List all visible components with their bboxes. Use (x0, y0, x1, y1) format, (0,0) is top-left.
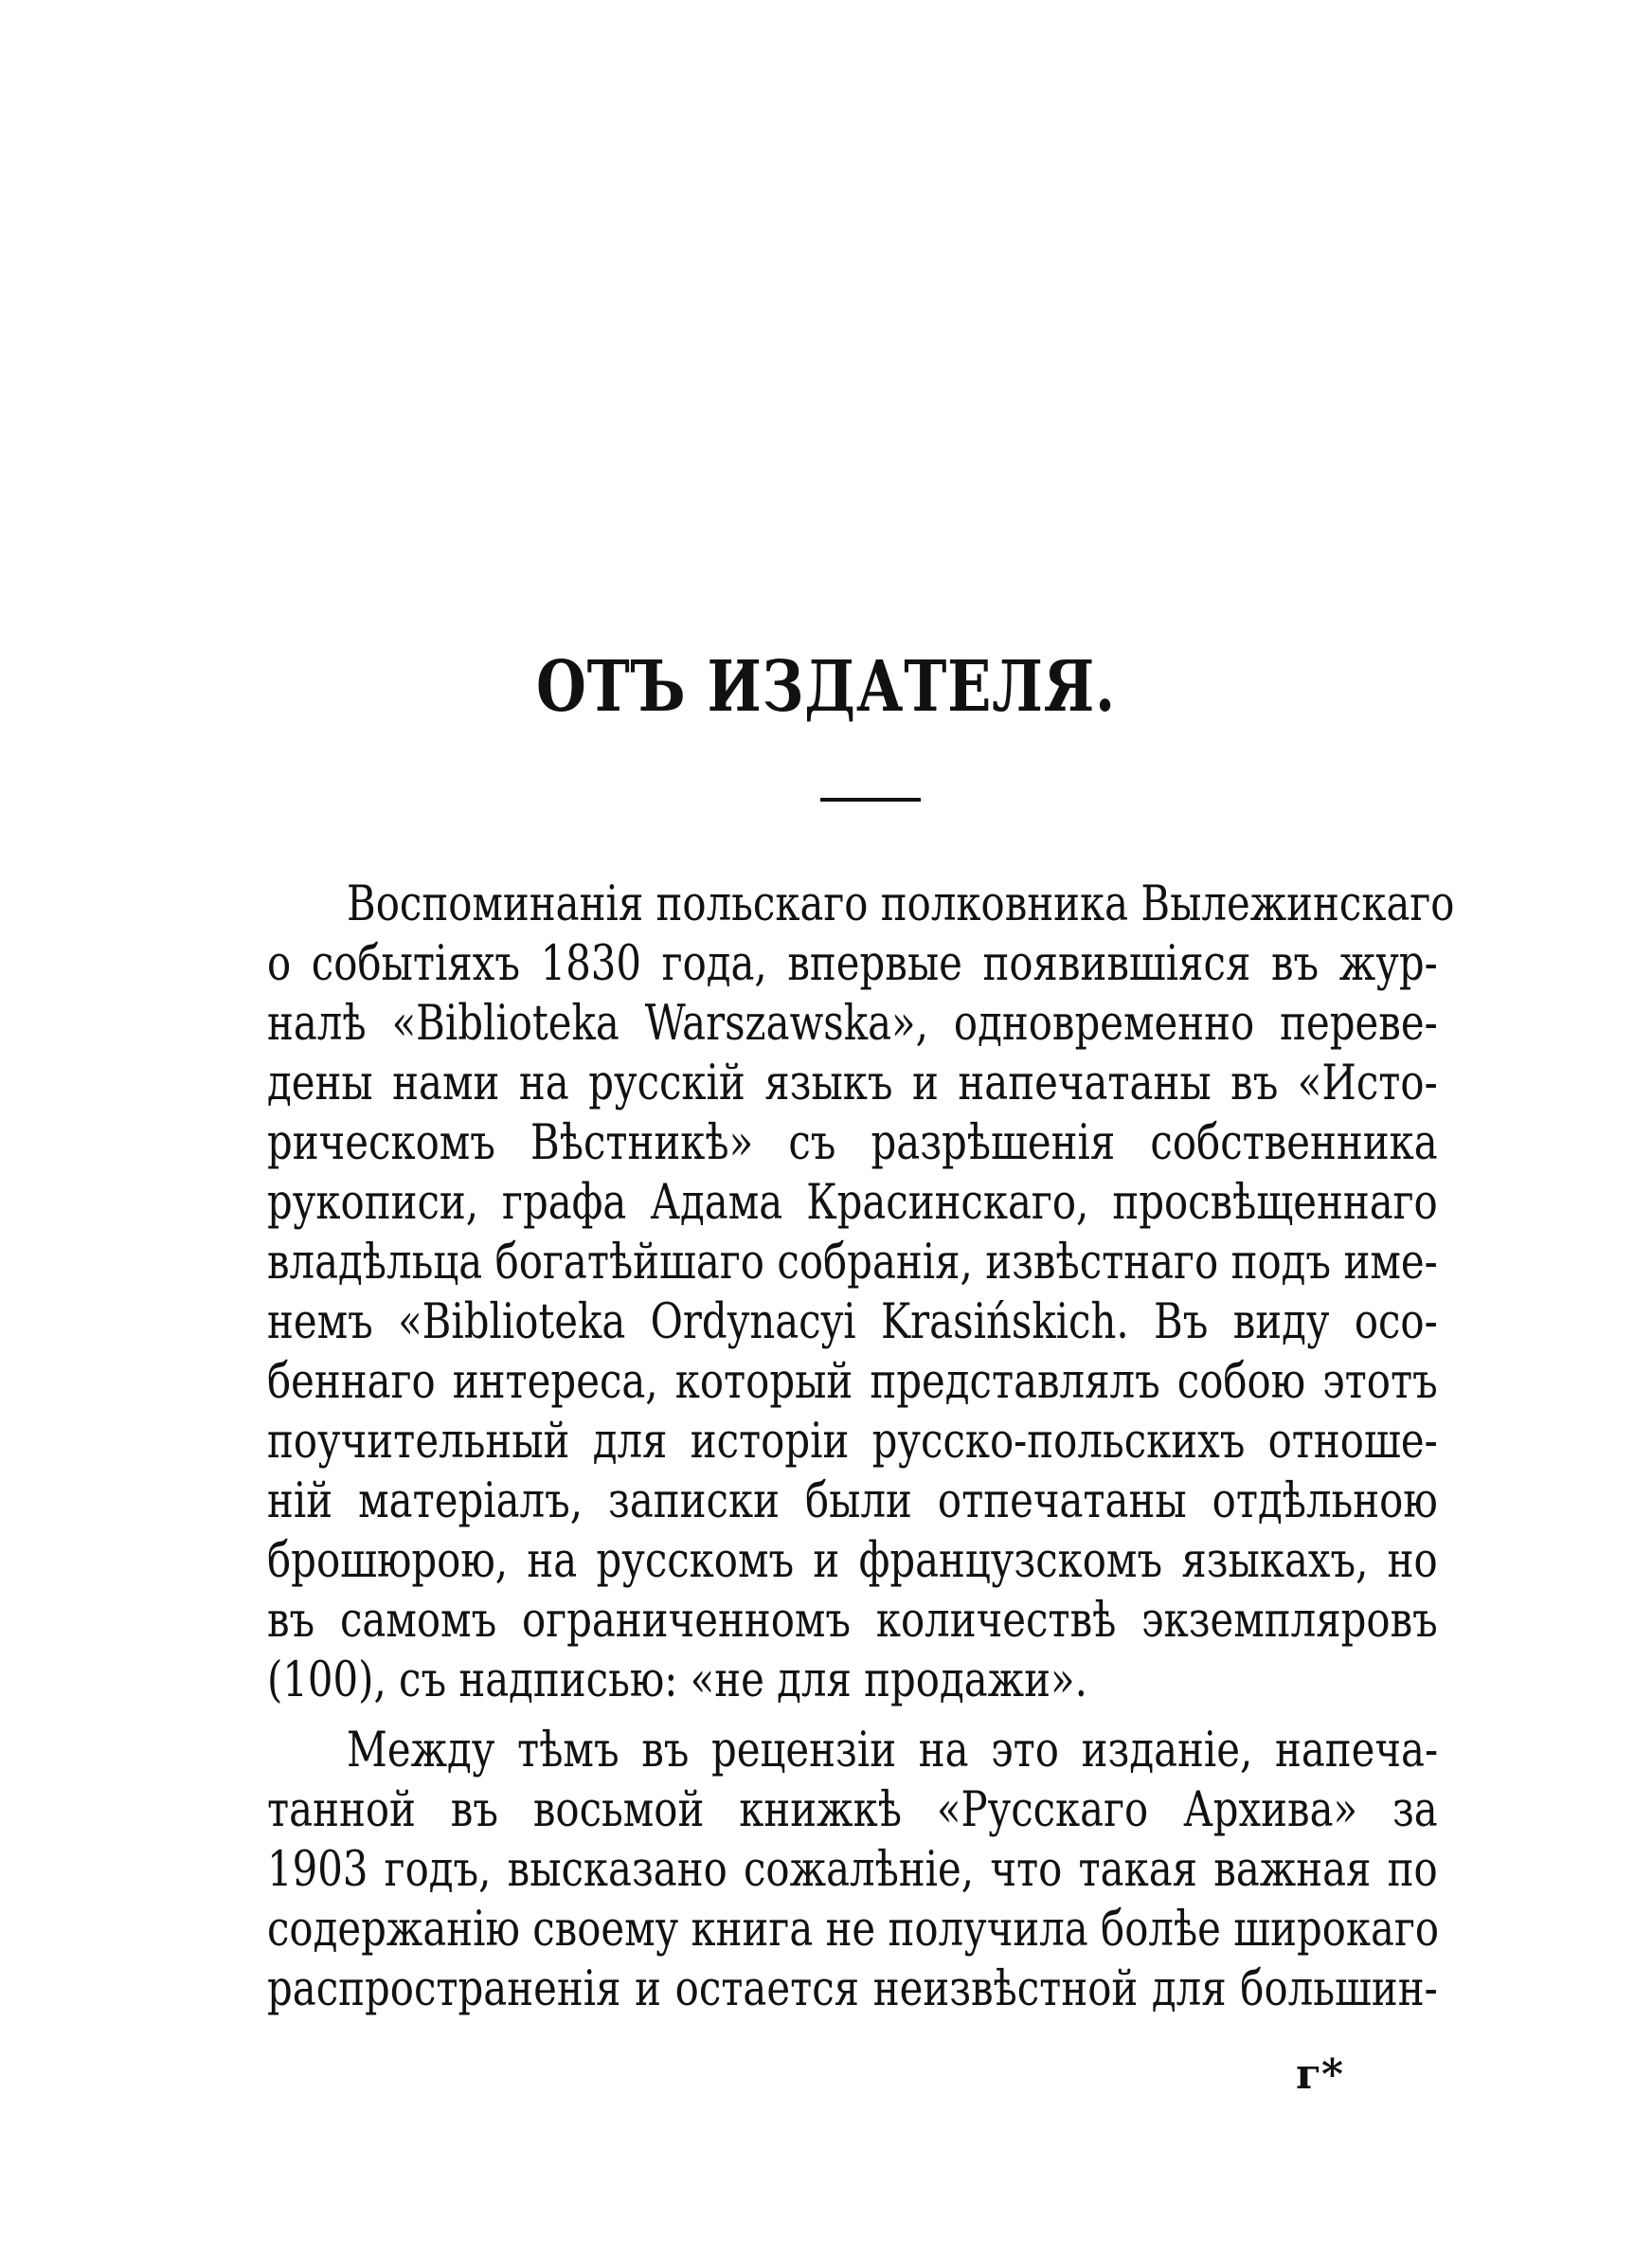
paragraph-2-line-3: 1903 годъ, высказано сожалѣніе, что такая важная по (267, 1842, 1438, 1898)
paragraph-2-line-4: содержанію своему книга не получила болѣе широкаго (267, 1902, 1440, 1958)
paragraph-1-line-7: владѣльца богатѣйшаго собранія, извѣстнаго подъ име- (267, 1235, 1438, 1291)
paragraph-1-line-6: рукописи, графа Адама Красинскаго, просвѣщеннаго (267, 1175, 1438, 1231)
paragraph-1-line-4: дены нами на русскій языкъ и напечатаны въ «Исто- (267, 1056, 1438, 1111)
paragraph-1-line-3: налѣ «Biblioteka Warszawska», одновременно переве- (267, 996, 1438, 1052)
paragraph-2-line-5: распространенія и остается неизвѣстной для большин- (267, 1961, 1438, 2017)
paragraph-1-line-1: Воспоминанія польскаго полковника Вылежинскаго (347, 876, 1455, 932)
paragraph-1-line-5: рическомъ Вѣстникѣ» съ разрѣшенія собственника (267, 1115, 1438, 1171)
title-rule (820, 798, 921, 802)
paragraph-1-line-12: брошюрою, на русскомъ и французскомъ языкахъ, но (267, 1533, 1438, 1589)
paragraph-1-line-8: немъ «Biblioteka Ordynacyi Krasińskich. Въ виду осо- (267, 1294, 1438, 1350)
page-title: ОТЪ ИЗДАТЕЛЯ. (535, 646, 1117, 728)
signature-mark: г* (1296, 2050, 1343, 2099)
paragraph-1-line-2: о событіяхъ 1830 года, впервые появившіяся въ жур- (267, 936, 1438, 992)
paragraph-2-line-2: танной въ восьмой книжкѣ «Русскаго Архива» за (267, 1782, 1438, 1838)
paragraph-1-line-11: ній матеріалъ, записки были отпечатаны отдѣльною (267, 1473, 1438, 1529)
paragraph-2-line-1: Между тѣмъ въ рецензіи на это изданіе, напеча- (347, 1723, 1439, 1779)
paragraph-1-line-9: беннаго интереса, который представлялъ собою этотъ (267, 1354, 1438, 1410)
paragraph-1-line-14: (100), съ надписью: «не для продажи». (267, 1652, 1087, 1708)
paragraph-1-line-13: въ самомъ ограниченномъ количествѣ экземпляровъ (267, 1593, 1438, 1649)
paragraph-1-line-10: поучительный для исторіи русско-польскихъ отноше- (267, 1414, 1438, 1470)
